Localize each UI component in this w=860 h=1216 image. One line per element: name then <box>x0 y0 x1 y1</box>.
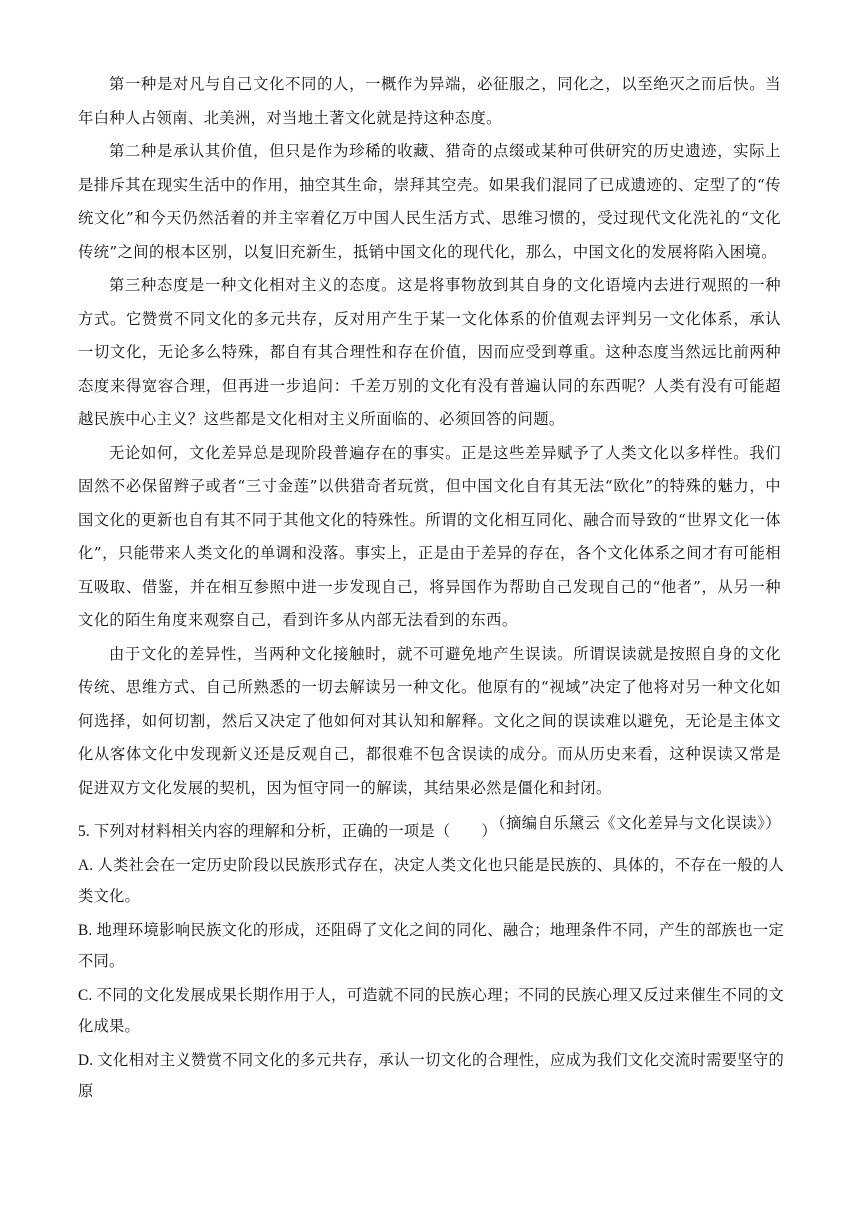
passage-paragraph-5: 由于文化的差异性，当两种文化接触时，就不可避免地产生误读。所谓误读就是按照自身的文化传统、思维方式、自己所熟悉的一切去解读另一种文化。他原有的“视域”决定了他将对另一种文化如何选择，如何切割，然后又决定了他如何对其认知和解释。文化之间的误读难以避免，无论是主体文化从客体文化中发现新义还是反观自己，都很难不包含误读的成分。而从历史来看，这种误读又常是促进双方文化发展的契机，因为恒守同一的解读，其结果必然是僵化和封闭。 <box>78 644 781 797</box>
question-5 <box>78 816 784 1110</box>
passage-paragraph-3: 第三种态度是一种文化相对主义的态度。这是将事物放到其自身的文化语境内去进行观照的一种方式。它赞赏不同文化的多元共存，反对用产生于某一文化体系的价值观去评判另一文化体系，承认一切文化，无论多么特殊，都自有其合理性和存在价值，因而应受到尊重。这种态度当然远比前两种态度来得宽容合理，但再进一步追问：千差万别的文化有没有普遍认同的东西呢？人类有没有可能超越民族中心主义？这些都是文化相对主义所面临的、必须回答的问题。 <box>78 276 781 428</box>
option-c: C. 不同的文化发展成果长期作用于人，可造就不同的民族心理；不同的民族心理又反过来催生不同的文化成果。 <box>78 986 784 1035</box>
option-b: B. 地理环境影响民族文化的形成，还阻碍了文化之间的同化、融合；地理条件不同，产生的部族也一定不同。 <box>78 921 784 970</box>
passage-paragraph-2: 第二种是承认其价值，但只是作为珍稀的收藏、猎奇的点缀或某种可供研究的历史遗迹，实际上是排斥其在现实生活中的作用，抽空其生命，崇拜其空壳。如果我们混同了已成遗迹的、定型了的“传统文化”和今天仍然活着的并主宰着亿万中国人民生活方式、思维习惯的，受过现代文化洗礼的“文化传统”之间的根本区别，以复旧充新生，抵销中国文化的现代化，那么，中国文化的发展将陷入困境。 <box>78 142 781 261</box>
option-a: A. 人类社会在一定历史阶段以民族形式存在，决定人类文化也只能是民族的、具体的，不存在一般的人类文化。 <box>78 856 784 905</box>
option-d: D. 文化相对主义赞赏不同文化的多元共存，承认一切文化的合理性，应成为我们文化交流时需要坚守的原 <box>78 1051 784 1100</box>
question-stem: 5. 下列对材料相关内容的理解和分析，正确的一项是（ ） <box>78 823 497 840</box>
passage-source: （摘编自乐黛云《文化差异与文化误读》） <box>490 814 781 832</box>
reading-passage <box>78 68 781 841</box>
passage-paragraph-4: 无论如何，文化差异总是现阶段普遍存在的事实。正是这些差异赋予了人类文化以多样性。我们固然不必保留辫子或者“三寸金莲”以供猎奇者玩赏，但中国文化自有其无法“欧化”的特殊的魅力，中国文化的更新也自有其不同于其他文化的特殊性。所谓的文化相互同化、融合而导致的“世界文化一体化”，只能带来人类文化的单调和没落。事实上，正是由于差异的存在，各个文化体系之间才有可能相互吸取、借鉴，并在相互参照中进一步发现自己，将异国作为帮助自己发现自己的“他者”，从另一种文化的陌生角度来观察自己，看到许多从内部无法看到的东西。 <box>78 443 781 629</box>
passage-paragraph-1: 第一种是对凡与自己文化不同的人，一概作为异端，必征服之，同化之，以至绝灭之而后快。当年白种人占领南、北美洲，对当地土著文化就是持这种态度。 <box>78 75 781 127</box>
